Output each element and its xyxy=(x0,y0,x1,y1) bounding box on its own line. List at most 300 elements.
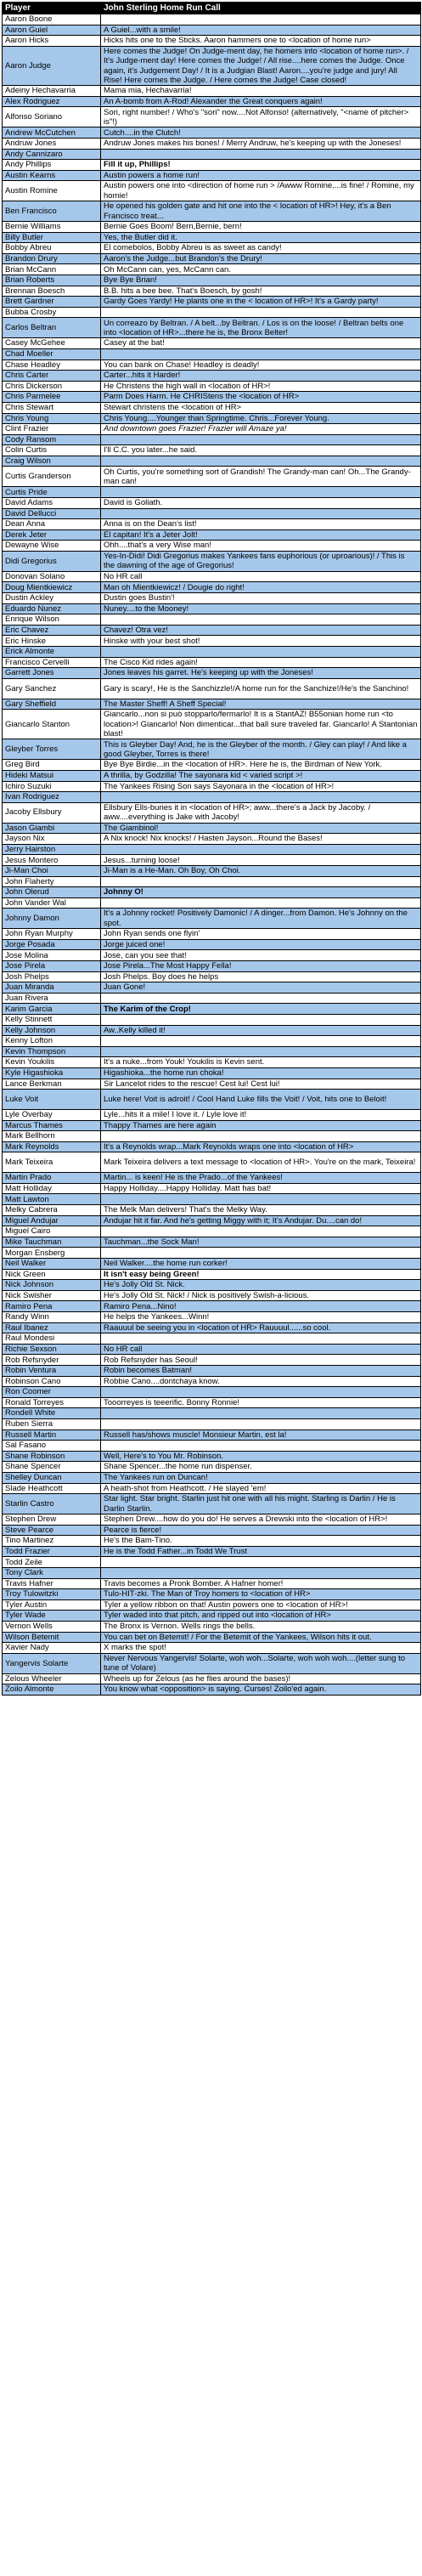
table-row xyxy=(3,844,421,855)
table-row xyxy=(3,1643,421,1654)
home-run-call-cell xyxy=(101,993,421,1004)
home-run-call-cell: B.B. hits a bee bee. That's Boesch, by gosh! xyxy=(101,286,421,297)
player-name-cell: Eric Chavez xyxy=(3,625,101,636)
table-row xyxy=(3,1451,421,1462)
table-row xyxy=(3,1536,421,1547)
player-name-cell: Billy Butler xyxy=(3,232,101,243)
home-run-call-cell: Oh McCann can, yes, McCann can. xyxy=(101,264,421,275)
table-row xyxy=(3,1365,421,1376)
player-name-cell: Andrew McCutchen xyxy=(3,127,101,139)
table-row xyxy=(3,781,421,792)
table-row xyxy=(3,1183,421,1194)
home-run-call-cell: Yes, the Butler did it. xyxy=(101,232,421,243)
player-name-cell: David Adams xyxy=(3,497,101,508)
player-name-cell: Bubba Crosby xyxy=(3,307,101,318)
home-run-call-cell: It isn't easy being Green! xyxy=(101,1269,421,1280)
player-name-cell: Jerry Hairston xyxy=(3,844,101,855)
player-name-cell: Brennan Boesch xyxy=(3,286,101,297)
home-run-call-cell: Happy Holliday....Happy Holliday. Matt has bat! xyxy=(101,1183,421,1194)
table-row xyxy=(3,939,421,950)
player-name-cell: Matt Holliday xyxy=(3,1183,101,1194)
player-name-cell: Steve Pearce xyxy=(3,1525,101,1536)
player-name-cell: Kevin Thompson xyxy=(3,1046,101,1057)
table-row xyxy=(3,625,421,636)
home-run-call-cell: The Karim of the Crop! xyxy=(101,1004,421,1015)
player-name-cell: Derek Jeter xyxy=(3,529,101,541)
table-row xyxy=(3,1259,421,1270)
player-name-cell: Wilson Betemit xyxy=(3,1632,101,1643)
home-run-call-cell: Dustin goes Bustin'! xyxy=(101,593,421,604)
home-run-call-cell: Travis becomes a Pronk Bomber. A Hafner homer! xyxy=(101,1578,421,1589)
player-name-cell: Aaron Hicks xyxy=(3,36,101,47)
table-row xyxy=(3,541,421,552)
home-run-call-cell: No HR call xyxy=(101,1344,421,1355)
player-name-cell: Andy Phillips xyxy=(3,160,101,171)
table-row xyxy=(3,1355,421,1366)
home-run-call-cell: He is the Todd Father...in Todd We Trust xyxy=(101,1546,421,1557)
home-run-call-cell: Andruw Jones makes his bones! / Merry Andruw, he's keeping up with the Joneses! xyxy=(101,138,421,149)
player-name-cell: Kelly Stinnett xyxy=(3,1014,101,1025)
table-row xyxy=(3,519,421,530)
table-row xyxy=(3,1046,421,1057)
player-name-cell: Troy Tulowitzki xyxy=(3,1589,101,1600)
player-name-cell: Bobby Abreu xyxy=(3,243,101,254)
table-row xyxy=(3,614,421,626)
player-name-cell: Jose Pirela xyxy=(3,961,101,972)
home-run-call-cell xyxy=(101,508,421,519)
table-row xyxy=(3,1301,421,1312)
player-name-cell: Giancarlo Stanton xyxy=(3,710,101,739)
player-name-cell: Craig Wilson xyxy=(3,456,101,467)
table-row xyxy=(3,201,421,222)
table-row xyxy=(3,678,421,699)
table-row xyxy=(3,467,421,487)
player-name-cell: Carlos Beltran xyxy=(3,318,101,338)
player-name-cell: Robinson Cano xyxy=(3,1376,101,1387)
table-row xyxy=(3,232,421,243)
table-row xyxy=(3,1653,421,1673)
home-run-call-cell: Mark Teixeira delivers a text message to <location of HR>. You're on the mark, Teixeira! xyxy=(101,1152,421,1173)
table-row xyxy=(3,993,421,1004)
home-run-call-cell: Stephen Drew....how do you do! He serves a Drewski into the <location of HR>! xyxy=(101,1514,421,1525)
home-run-call-cell: Jose Pirela...The Most Happy Fella! xyxy=(101,961,421,972)
table-row xyxy=(3,1387,421,1398)
table-row xyxy=(3,413,421,424)
table-row xyxy=(3,1173,421,1184)
player-name-cell: Kenny Lofton xyxy=(3,1036,101,1047)
home-run-call-cell: Raauuul be seeing you in <location of HR> Rauuuul......so cool. xyxy=(101,1322,421,1333)
table-row xyxy=(3,1079,421,1090)
player-name-cell: Dustin Ackley xyxy=(3,593,101,604)
home-run-call-cell: Chris Young....Younger than Springtime. Chris...Forever Young. xyxy=(101,413,421,424)
player-name-cell: Robin Ventura xyxy=(3,1365,101,1376)
player-name-cell: Morgan Ensberg xyxy=(3,1248,101,1259)
player-name-cell: Austin Kearns xyxy=(3,170,101,181)
home-run-call-cell: Tulo-HIT-zki. The Man of Troy homers to <location of HR> xyxy=(101,1589,421,1600)
player-name-cell: Ron Coomer xyxy=(3,1387,101,1398)
home-run-call-cell: Carter...hits it Harder! xyxy=(101,371,421,382)
player-name-cell: Randy Winn xyxy=(3,1312,101,1323)
home-run-call-cell: Robin becomes Batman! xyxy=(101,1365,421,1376)
home-run-call-cell: Well, Here's to You Mr. Robinson. xyxy=(101,1451,421,1462)
home-run-call-cell: El capitan! It's a Jeter Jolt! xyxy=(101,529,421,541)
player-name-cell: Ji-Man Choi xyxy=(3,865,101,876)
player-name-cell: Starlin Castro xyxy=(3,1494,101,1514)
player-name-cell: Xavier Nady xyxy=(3,1643,101,1654)
table-body xyxy=(3,14,421,1696)
player-name-cell: Brandon Drury xyxy=(3,253,101,264)
player-name-cell: Gary Sheffield xyxy=(3,699,101,710)
player-name-cell: Brian Roberts xyxy=(3,275,101,286)
player-name-cell: Tyler Wade xyxy=(3,1611,101,1622)
table-row xyxy=(3,381,421,392)
table-row xyxy=(3,1525,421,1536)
player-name-cell: Richie Sexson xyxy=(3,1344,101,1355)
home-run-call-cell: Never Nervous Yangervis! Solarte, woh woh...Solarte, woh woh woh....(letter sung to tune of Volare) xyxy=(101,1653,421,1673)
table-row xyxy=(3,487,421,498)
player-name-cell: Hideki Matsui xyxy=(3,770,101,781)
table-row xyxy=(3,971,421,982)
home-run-call-cell: The Yankees run on Duncan! xyxy=(101,1472,421,1483)
table-row xyxy=(3,1237,421,1248)
table-row xyxy=(3,1546,421,1557)
home-run-call-cell: Cutch....in the Clutch! xyxy=(101,127,421,139)
home-run-call-cell: Bye Bye Brian! xyxy=(101,275,421,286)
player-name-cell: Alfonso Soriano xyxy=(3,107,101,127)
player-name-cell: Gleyber Torres xyxy=(3,739,101,760)
player-name-cell: Andy Cannizaro xyxy=(3,149,101,160)
table-row xyxy=(3,603,421,614)
player-name-cell: Miguel Andujar xyxy=(3,1215,101,1226)
table-row xyxy=(3,318,421,338)
home-run-call-cell: John Ryan sends one flyin' xyxy=(101,929,421,940)
home-run-call-cell: Bye Bye Birdie...in the <location of HR>. Here he is, the Birdman of New York. xyxy=(101,760,421,771)
table-row xyxy=(3,1014,421,1025)
table-row xyxy=(3,243,421,254)
home-run-call-cell: Luke here! Voit is adroit! / Cool Hand Luke fills the Voit! / Voit, hits one to Beloit! xyxy=(101,1090,421,1110)
home-run-call-cell: Sir Lancelot rides to the rescue! Cest lui! Cest lui! xyxy=(101,1079,421,1090)
table-row xyxy=(3,1004,421,1015)
home-run-call-cell: The Master Sheff! A Sheff Special! xyxy=(101,699,421,710)
table-row xyxy=(3,929,421,940)
home-run-call-cell: You can bank on Chase! Headley is deadly! xyxy=(101,360,421,371)
table-row xyxy=(3,961,421,972)
home-run-call-cell: Shane Spencer...the home run dispenser. xyxy=(101,1462,421,1473)
player-name-cell: Greg Bird xyxy=(3,760,101,771)
home-run-call-cell: Yes-In-Didi! Didi Gregorius makes Yankees fans euphorious (or uproarious)! / This is the dawning of the age of Gregorius! xyxy=(101,551,421,571)
player-name-cell: Curtis Granderson xyxy=(3,467,101,487)
table-row xyxy=(3,1152,421,1173)
home-run-call-cell xyxy=(101,1046,421,1057)
home-run-call-cell xyxy=(101,646,421,657)
home-run-call-cell: Man oh Mientkiewicz! / Dougie do right! xyxy=(101,582,421,593)
player-name-cell: Eduardo Nunez xyxy=(3,603,101,614)
table-row xyxy=(3,1194,421,1205)
home-run-call-cell: A Nix knock! Nix knocks! / Hasten Jayson...Round the Bases! xyxy=(101,834,421,845)
table-row xyxy=(3,46,421,86)
home-run-call-cell: A Guiel...with a smile! xyxy=(101,25,421,36)
table-row xyxy=(3,1110,421,1121)
home-run-call-cell: Russell has/shows muscle! Monsieur Martin, est la! xyxy=(101,1430,421,1441)
home-run-call-cell: Aaron's the Judge...but Brandon's the Drury! xyxy=(101,253,421,264)
player-name-cell: Jayson Nix xyxy=(3,834,101,845)
player-name-cell: Erick Almonte xyxy=(3,646,101,657)
table-row xyxy=(3,1684,421,1696)
home-run-call-cell: X marks the spot! xyxy=(101,1643,421,1654)
table-row xyxy=(3,823,421,834)
home-run-call-cell: Ramiro Pena...Nino! xyxy=(101,1301,421,1312)
player-name-cell: Jose Molina xyxy=(3,950,101,961)
player-name-cell: Ivan Rodriguez xyxy=(3,792,101,803)
table-row xyxy=(3,338,421,349)
home-run-call-cell: Nuney....to the Mooney! xyxy=(101,603,421,614)
table-row xyxy=(3,222,421,233)
player-name-cell: Travis Hafner xyxy=(3,1578,101,1589)
table-row xyxy=(3,424,421,435)
player-name-cell: Melky Cabrera xyxy=(3,1205,101,1216)
player-name-cell: Austin Romine xyxy=(3,181,101,201)
table-row xyxy=(3,950,421,961)
table-row xyxy=(3,982,421,994)
table-row xyxy=(3,739,421,760)
player-name-cell: Vernon Wells xyxy=(3,1621,101,1632)
player-name-cell: Ruben Sierra xyxy=(3,1418,101,1430)
table-row xyxy=(3,1472,421,1483)
player-name-cell: Tyler Austin xyxy=(3,1599,101,1611)
table-row xyxy=(3,760,421,771)
home-run-call-cell: Chavez! Otra vez! xyxy=(101,625,421,636)
table-row xyxy=(3,1514,421,1525)
home-run-call-cell xyxy=(101,307,421,318)
table-row xyxy=(3,1322,421,1333)
home-run-call-cell: He's Jolly Old St. Nick! / Nick is positively Swish-a-licious. xyxy=(101,1290,421,1301)
home-run-call-cell: Higashioka...the home run choka! xyxy=(101,1067,421,1079)
table-row xyxy=(3,307,421,318)
table-row xyxy=(3,107,421,127)
player-name-cell: Neil Walker xyxy=(3,1259,101,1270)
table-row xyxy=(3,160,421,171)
table-row xyxy=(3,1036,421,1047)
home-run-call-cell: Andujar hit it far. And he's getting Miggy with it; It's Andujar. Du....can do! xyxy=(101,1215,421,1226)
table-row xyxy=(3,529,421,541)
player-name-cell: Kyle Higashioka xyxy=(3,1067,101,1079)
table-row xyxy=(3,1462,421,1473)
player-name-cell: Dewayne Wise xyxy=(3,541,101,552)
player-name-cell: David Dellucci xyxy=(3,508,101,519)
home-run-call-cell: Anna is on the Dean's list! xyxy=(101,519,421,530)
table-row xyxy=(3,1567,421,1578)
home-run-call-cell: It's a nuke...from Youk! Youkilis is Kevin sent. xyxy=(101,1057,421,1068)
table-row xyxy=(3,1483,421,1494)
home-run-call-cell: Tyler waded into that pitch, and ripped out into <location of HR> xyxy=(101,1611,421,1622)
home-run-call-cell xyxy=(101,1036,421,1047)
table-row xyxy=(3,1333,421,1345)
table-row xyxy=(3,36,421,47)
player-name-cell: Kevin Youkilis xyxy=(3,1057,101,1068)
table-row xyxy=(3,646,421,657)
player-name-cell: Slade Heathcott xyxy=(3,1483,101,1494)
home-run-call-cell: Gary is scary!, He is the Sanchizzle!/A home run for the Sanchize!/He's the Sanchino! xyxy=(101,678,421,699)
table-row xyxy=(3,371,421,382)
player-name-cell: Chris Parmelee xyxy=(3,392,101,403)
table-row xyxy=(3,551,421,571)
player-name-cell: Donovan Solano xyxy=(3,571,101,582)
player-name-cell: Doug Mientkiewicz xyxy=(3,582,101,593)
home-run-call-cell: Pearce is fierce! xyxy=(101,1525,421,1536)
player-name-cell: Juan Rivera xyxy=(3,993,101,1004)
player-name-cell: Jesus Montero xyxy=(3,855,101,866)
player-name-cell: Enrique Wilson xyxy=(3,614,101,626)
player-name-cell: Ben Francisco xyxy=(3,201,101,222)
table-row xyxy=(3,1215,421,1226)
home-run-call-cell: The Melk Man delivers! That's the Melky Way. xyxy=(101,1205,421,1216)
player-name-cell: Aaron Judge xyxy=(3,46,101,86)
table-row xyxy=(3,1131,421,1142)
home-run-call-cell: Star light. Star bright. Starlin just hit one with all his might. Starling is Darlin / He is Darlin Starlin. xyxy=(101,1494,421,1514)
table-row xyxy=(3,1441,421,1452)
table-row xyxy=(3,348,421,360)
player-name-cell: Chris Carter xyxy=(3,371,101,382)
player-name-cell: John Flaherty xyxy=(3,876,101,887)
home-run-call-cell xyxy=(101,614,421,626)
table-row xyxy=(3,865,421,876)
table-row xyxy=(3,657,421,668)
home-run-call-cell: Jorge juiced one! xyxy=(101,939,421,950)
table-row xyxy=(3,264,421,275)
player-name-cell: Clint Frazier xyxy=(3,424,101,435)
player-name-cell: Jacoby Ellsbury xyxy=(3,802,101,823)
call-column-header[interactable]: John Sterling Home Run Call xyxy=(101,3,421,14)
home-run-call-cell: Robbie Cano....dontchaya know. xyxy=(101,1376,421,1387)
table-row xyxy=(3,1621,421,1632)
table-row xyxy=(3,1067,421,1079)
table-row xyxy=(3,1589,421,1600)
home-run-call-cell: And downtown goes Frazier! Frazier will Amaze ya! xyxy=(101,424,421,435)
home-run-call-cell xyxy=(101,348,421,360)
player-name-cell: Lance Berkman xyxy=(3,1079,101,1090)
player-name-cell: Mark Reynolds xyxy=(3,1141,101,1152)
home-run-call-cell xyxy=(101,1248,421,1259)
home-run-call-cell: A thrilla, by Godzilla! The sayonara kid < varied script >! xyxy=(101,770,421,781)
home-run-call-cell xyxy=(101,1333,421,1345)
player-name-cell: Andruw Jones xyxy=(3,138,101,149)
player-name-cell: Jason Giambi xyxy=(3,823,101,834)
table-row xyxy=(3,582,421,593)
home-run-call-cell: Oh Curtis, you're something sort of Grandish! The Grandy-man can! Oh...The Grandy-man can! xyxy=(101,467,421,487)
table-row xyxy=(3,1430,421,1441)
home-run-call-cell: Here comes the Judge! On Judge-ment day, he homers into <location of home run>. / It's Judge-ment day! Here comes the Judge! / All rise....here comes the Judge. Once again, it's Judgement Day! / It is a Judgian Blast! Aaron....you're judge and jury! All Rise! Here comes the Judge. / Here comes the Judge! Case closed! xyxy=(101,46,421,86)
home-run-call-cell xyxy=(101,1014,421,1025)
home-run-call-cell xyxy=(101,1557,421,1568)
home-run-call-cell: Sori, right number! / Who's "sori" now....Not Alfonso! (alternatively, "<name of pitcher> is"!) xyxy=(101,107,421,127)
home-run-call-cell: Lyle...hits it a mile! I love it. / Lyle love it! xyxy=(101,1110,421,1121)
home-run-call-cell: The Cisco Kid rides again! xyxy=(101,657,421,668)
player-name-cell: Aaron Boone xyxy=(3,14,101,25)
table-row xyxy=(3,14,421,25)
home-run-call-cell: I'll C.C. you later...he said. xyxy=(101,445,421,456)
home-run-call-cell: Jones leaves his garret. He's keeping up with the Joneses! xyxy=(101,668,421,679)
player-name-cell: Bernie Williams xyxy=(3,222,101,233)
table-row xyxy=(3,802,421,823)
player-name-cell: Zelous Wheeler xyxy=(3,1673,101,1684)
player-name-cell: Sal Fasano xyxy=(3,1441,101,1452)
player-name-cell: Nick Swisher xyxy=(3,1290,101,1301)
home-run-call-cell: Aw..Kelly killed it! xyxy=(101,1025,421,1036)
player-name-cell: Brett Gardner xyxy=(3,297,101,308)
player-name-cell: Shane Spencer xyxy=(3,1462,101,1473)
table-row xyxy=(3,1397,421,1408)
player-name-cell: Matt Lawton xyxy=(3,1194,101,1205)
home-run-call-cell xyxy=(101,456,421,467)
table-row xyxy=(3,297,421,308)
home-run-call-cell: Tooorreyes is teeerific. Bonny Ronnie! xyxy=(101,1397,421,1408)
player-name-cell: Aaron Guiel xyxy=(3,25,101,36)
table-row xyxy=(3,1141,421,1152)
player-name-cell: Shelley Duncan xyxy=(3,1472,101,1483)
player-name-cell: Marcus Thames xyxy=(3,1120,101,1131)
player-name-cell: Brian McCann xyxy=(3,264,101,275)
table-row xyxy=(3,1408,421,1419)
home-run-call-cell: Ji-Man is a He-Man. Oh Boy, Oh Choi. xyxy=(101,865,421,876)
player-name-cell: Todd Frazier xyxy=(3,1546,101,1557)
table-row xyxy=(3,445,421,456)
player-column-header[interactable]: Player xyxy=(3,3,101,14)
home-run-call-cell: Neil Walker....the home run corker! xyxy=(101,1259,421,1270)
home-run-call-cell: Austin powers a home run! xyxy=(101,170,421,181)
player-name-cell: Tony Clark xyxy=(3,1567,101,1578)
table-row xyxy=(3,1025,421,1036)
player-name-cell: Alex Rodriguez xyxy=(3,96,101,107)
home-run-call-cell: Josh Phelps. Boy does he helps xyxy=(101,971,421,982)
home-run-call-cell: The Bronx is Vernon. Wells rings the bells. xyxy=(101,1621,421,1632)
player-name-cell: Luke Voit xyxy=(3,1090,101,1110)
header-row xyxy=(3,3,421,14)
table-row xyxy=(3,1418,421,1430)
player-name-cell: Cody Ransom xyxy=(3,434,101,445)
player-name-cell: Ronald Torreyes xyxy=(3,1397,101,1408)
home-run-call-cell: Hicks hits one to the Sticks. Aaron hammers one to <location of home run> xyxy=(101,36,421,47)
home-run-call-cell: He helps the Yankees...Winn! xyxy=(101,1312,421,1323)
table-row xyxy=(3,402,421,413)
player-name-cell: Ramiro Pena xyxy=(3,1301,101,1312)
player-name-cell: Kelly Johnson xyxy=(3,1025,101,1036)
home-run-call-cell: Ohh....that's a very Wise man! xyxy=(101,541,421,552)
player-name-cell: Shane Robinson xyxy=(3,1451,101,1462)
table-row xyxy=(3,96,421,107)
table-row xyxy=(3,1090,421,1110)
player-name-cell: Colin Curtis xyxy=(3,445,101,456)
table-row xyxy=(3,508,421,519)
table-row xyxy=(3,699,421,710)
player-name-cell: Rob Refsnyder xyxy=(3,1355,101,1366)
home-run-call-cell: He opened his golden gate and hit one into the < location of HR>! Hey, it's a Ben Francisco treat... xyxy=(101,201,421,222)
player-name-cell: Gary Sanchez xyxy=(3,678,101,699)
table-row xyxy=(3,360,421,371)
table-row xyxy=(3,1632,421,1643)
home-run-call-cell xyxy=(101,1131,421,1142)
table-row xyxy=(3,1269,421,1280)
table-row xyxy=(3,710,421,739)
player-name-cell: Francisco Cervelli xyxy=(3,657,101,668)
player-name-cell: Jorge Posada xyxy=(3,939,101,950)
table-row xyxy=(3,1205,421,1216)
player-name-cell: John Vander Wal xyxy=(3,897,101,909)
home-run-call-cell xyxy=(101,14,421,25)
player-name-cell: Johnny Damon xyxy=(3,909,101,929)
player-name-cell: Josh Phelps xyxy=(3,971,101,982)
home-run-call-cell: Thappy Thames are here again xyxy=(101,1120,421,1131)
home-run-call-cell xyxy=(101,1418,421,1430)
